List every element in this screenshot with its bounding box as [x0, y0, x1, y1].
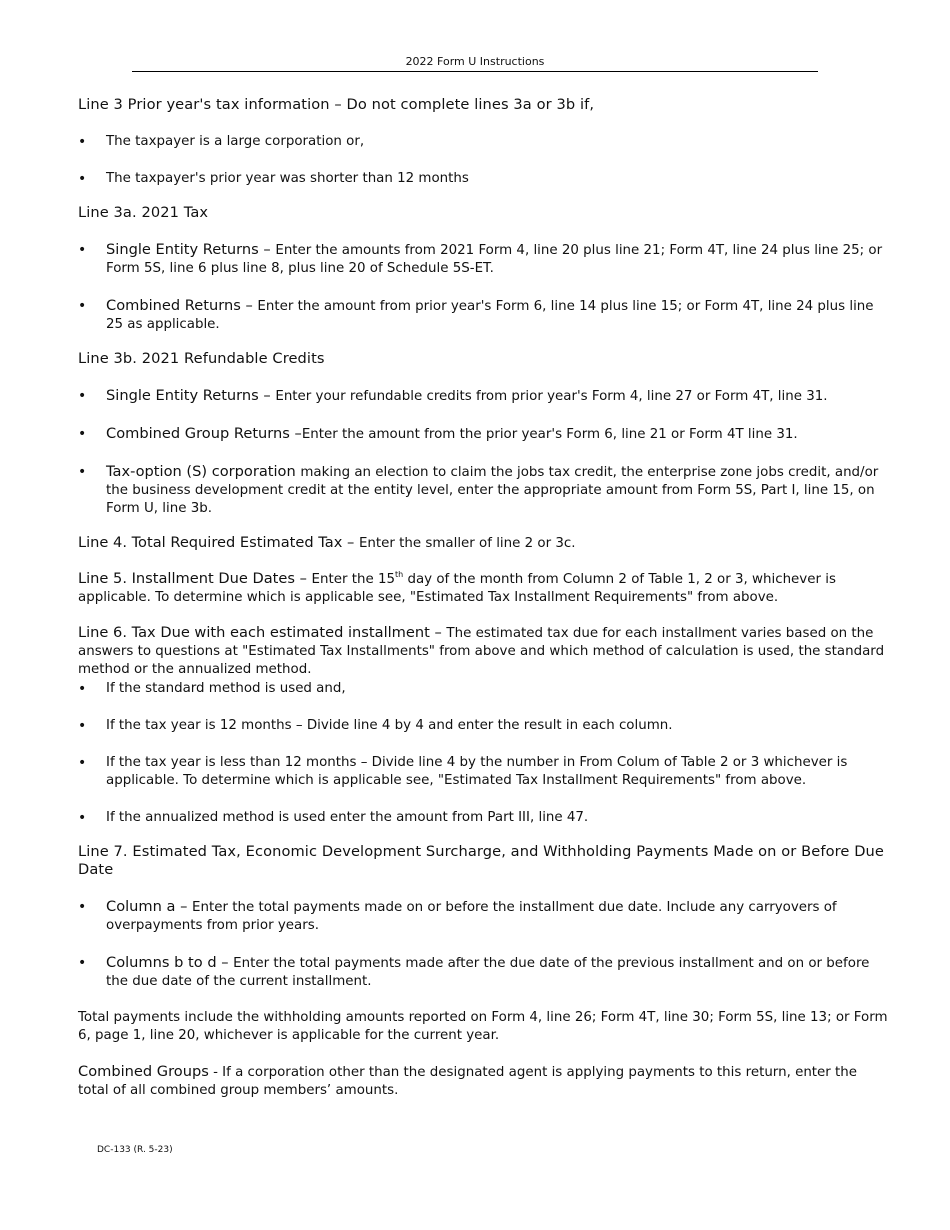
line6-paragraph: Line 6. Tax Due with each estimated installment – The estimated tax due for each installment varies based on the answers to questions at "Estimated Tax Installments" from above and which method of calculation is used, the standard method or the annualized method.	[78, 624, 885, 677]
bullet-icon: •	[78, 955, 87, 971]
line6-bullet-list	[78, 680, 890, 827]
bullet-icon: •	[78, 134, 87, 150]
list-item: • If the tax year is 12 months – Divide line 4 by 4 and enter the result in each column.	[78, 718, 673, 734]
bullet-icon: •	[78, 718, 87, 734]
form-code-footer: DC-133 (R. 5-23)	[97, 1145, 173, 1155]
total-payments-paragraph: Total payments include the withholding amounts reported on Form 4, line 26; Form 4T, line 30; Form 5S, line 13; or Form 6, page 1, line 20, whichever is applicable for the current year.	[78, 1010, 888, 1043]
bullet-icon: •	[78, 464, 87, 480]
line3-bullet-list	[78, 133, 890, 188]
page-header	[132, 55, 818, 72]
line3-heading: Line 3 Prior year's tax information – Do not complete lines 3a or 3b if,	[78, 96, 595, 113]
line4-paragraph: Line 4. Total Required Estimated Tax – Enter the smaller of line 2 or 3c.	[78, 534, 576, 551]
list-item: • If the annualized method is used enter the amount from Part III, line 47.	[78, 810, 589, 826]
list-item: • Combined Returns – Enter the amount from prior year's Form 6, line 14 plus line 15; or Form 4T, line 24 plus line 25 as applicable.	[78, 297, 874, 332]
line5-paragraph: Line 5. Installment Due Dates – Enter the 15th day of the month from Column 2 of Table 1, 2 or 3, whichever is applicable. To determine which is applicable see, "Estimated Tax Installment Requirements" from above.	[78, 570, 836, 605]
line7-heading: Line 7. Estimated Tax, Economic Development Surcharge, and Withholding Payments Made on or Before Due Date	[78, 843, 884, 878]
list-item: • Column a – Enter the total payments made on or before the installment due date. Include any carryovers of overpayments from prior years.	[78, 898, 837, 933]
line3a-heading: Line 3a. 2021 Tax	[78, 204, 209, 221]
line3a-bullet-list	[78, 241, 890, 334]
bullet-icon: •	[78, 426, 87, 442]
list-item: • The taxpayer is a large corporation or,	[78, 134, 365, 150]
bullet-icon: •	[78, 681, 87, 697]
bullet-icon: •	[78, 171, 87, 187]
list-item: • Single Entity Returns – Enter the amounts from 2021 Form 4, line 20 plus line 21; Form 4T, line 24 plus line 25; or Form 5S, line 6 plus line 8, plus line 20 of Schedule 5S-ET.	[78, 241, 883, 276]
list-item: • The taxpayer's prior year was shorter than 12 months	[78, 171, 469, 187]
instructions-body	[78, 96, 890, 1100]
list-item: • Columns b to d – Enter the total payments made after the due date of the previous installment and on or before the due date of the current installment.	[78, 954, 870, 989]
bullet-icon: •	[78, 810, 87, 826]
bullet-icon: •	[78, 298, 87, 314]
list-item: • If the tax year is less than 12 months – Divide line 4 by the number in From Colum of Table 2 or 3 whichever is applicable. To determine which is applicable see, "Estimated Tax Installment Requirements" from above.	[78, 755, 848, 788]
bullet-icon: •	[78, 388, 87, 404]
list-item: • Tax-option (S) corporation making an election to claim the jobs tax credit, the enterprise zone jobs credit, and/or the business development credit at the entity level, enter the appropriate amount from Form 5S, Part I, line 15, on Form U, line 3b.	[78, 463, 879, 516]
line3b-heading: Line 3b. 2021 Refundable Credits	[78, 350, 325, 367]
bullet-icon: •	[78, 242, 87, 258]
line7-bullet-list	[78, 898, 890, 991]
header-title: 2022 Form U Instructions	[405, 55, 545, 68]
bullet-icon: •	[78, 755, 87, 771]
list-item: • Single Entity Returns – Enter your refundable credits from prior year's Form 4, line 27 or Form 4T, line 31.	[78, 387, 828, 404]
list-item: • If the standard method is used and,	[78, 681, 346, 697]
list-item: • Combined Group Returns –Enter the amount from the prior year's Form 6, line 21 or Form 4T line 31.	[78, 425, 798, 442]
bullet-icon: •	[78, 899, 87, 915]
line3b-bullet-list	[78, 387, 890, 518]
combined-groups-paragraph: Combined Groups - If a corporation other than the designated agent is applying payments to this return, enter the total of all combined group members’ amounts.	[78, 1063, 858, 1098]
